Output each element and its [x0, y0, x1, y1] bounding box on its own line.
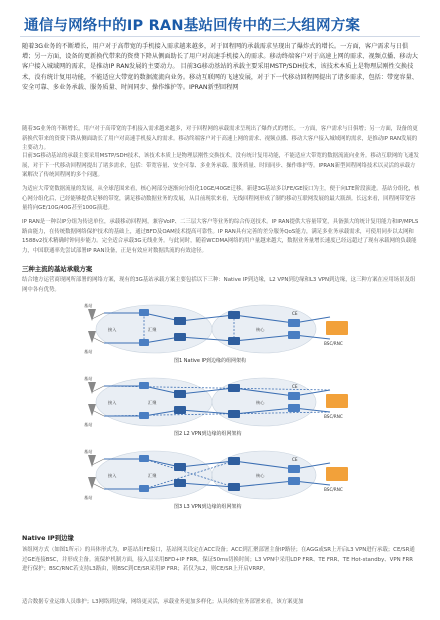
- figure-2-diagram: [84, 372, 356, 430]
- figure-3-label-station-1: 基站: [84, 449, 93, 454]
- paragraph-schemes: 结合地方运营商现网所部署的网络方案，现有的3G基站承载方案主要包括以下三种：Native IP到边缘，L2 VPN到边缘和L3 VPN到边缘，这三种方案在应用场景及组网中各有优势。: [22, 277, 416, 293]
- figure-2-label-station-2: 基站: [84, 422, 93, 427]
- figure-1-diagram: [84, 299, 356, 357]
- figure-2: [84, 372, 356, 438]
- paragraph-bandwidth: 为适应大带宽数据流量的发展，从全球范围来看，核心网部分逐渐向分组化10GE/40GE迁移。新建3G基站多以FE/GE接口为主，便于向LTE阶段演进。基站分组化，核心网分组化后，已经能够提供足够的带宽，满足移动数据业务的发展，从目前现状来看，无线回程网形成了制约移动互联网发展的最大瓶颈。长远来看，回程网带宽容量将向GE/10G/40G甚至100G演进。: [22, 186, 420, 212]
- paragraph-native-ip: 该组网方式（如图1所示）的具体形式为，IP基站出FE接口，基站网关设定在ACC设备；ACC到汇聚部署主备IP路径；在AGG或SR上开启L3 VPN进行承载；CE/SR通过GE连接BSC，并形成主备。流保护机制方面，接入层采用BFD+IP FRR，保证50ms切换时间；L3 VPN中采用LDP FRR、TE FRR、TE Hot-standby、VPN FRR 进行保护；BSC/RNC若支持L3路由，则BSC到CE/SR采用IP FRR；若仅为L2，则CE/SR上开启VRRP。: [22, 547, 415, 573]
- paragraph-ipran: IP RAN是一种以IP分组为传送单位，承载移动回程网，兼容VoIP、二三层大客户等业务的综合传送技术。IP RAN提供大容量带宽，具备强大的统计复用能力和IP/MPLS路由能力，在传统数据网络保护技术的基础上，通过BFD及OAM技术提高可靠性。IP RAN具有完善的差分服务QoS能力，满足多业务承载需求，可使用同步以太网和1588v2技术精确时钟同步能力。完全适合承载3G无线业务。与此同时，随着WCDMA网络的用户量越来越大，数据业务量增长速度已经远超过了现有承载网的负载能力，中国联通率先尝试部署IP RAN设备，正是有效应对数据洪流的有效途径。: [22, 219, 419, 254]
- figure-2-label-aggregation: 汇聚: [148, 400, 157, 405]
- figure-3-label-station-2: 基站: [84, 495, 93, 500]
- figure-3-caption: 图3 L3 VPN到边缘的组网架构: [174, 504, 242, 510]
- paragraph-native-ip-benefits: 适合数据专业运维人员维护；L3网络到边缘，网络更灵活，承载业务更加多样化；从具体的业务部署来看，该方案更加: [22, 599, 304, 605]
- paragraph-intro: 随着3G业务的不断增长，用户对于高带宽的手机接入需求越来越多，对于回程网的承载需求呈现出了爆炸式的增长。一方面，客户需求与日俱增；另一方面，设备的更新换代带来的资费下降从侧面助长了用户对高速手机接入的需求。移动终端客户对于高速上网的需求、视频点播、移动大客户接入城域网的需求，是推动IP RAN发展的主要动力。 目前3G移动基站的承载主要采用MSTP/SDH技术，该技术本质上是物理层刚性交换技术，没有统计复用功能，不能适应大带宽的数据流流向业务。移动互联网的飞速发展，对于下一代移动回程网提出了诸多需求，包括：带宽容量、安全可靠、多业务承载、服务质量、时间同步、操作维护等。IPRAN新型回程网: [22, 43, 418, 91]
- figure-3-diagram: [84, 445, 356, 503]
- figure-1-label-ce: CE: [292, 311, 298, 316]
- figure-1-label-station-1: 基站: [84, 303, 93, 308]
- section-heading-schemes: 三种主流的基站承载方案: [22, 265, 93, 273]
- section-heading-native-ip: Native IP到边缘: [22, 534, 74, 542]
- figure-3-label-access: 接入: [108, 473, 117, 478]
- figure-2-label-core: 核心: [256, 400, 265, 405]
- figure-1-label-core: 核心: [256, 327, 265, 332]
- figure-1: [84, 299, 356, 365]
- figure-2-caption: 图2 L2 VPN到边缘的组网架构: [174, 431, 242, 437]
- figure-2-label-ce: CE: [292, 384, 298, 389]
- figure-1-label-aggregation: 汇聚: [148, 327, 157, 332]
- figure-3: [84, 445, 356, 511]
- figure-3-label-aggregation: 汇聚: [148, 473, 157, 478]
- paragraph-mstp: 目前3G移动基站的承载主要采用MSTP/SDH技术，该技术本质上是物理层刚性交换技术，没有统计复用功能，不能适应大带宽的数据流流向业务。移动互联网的飞速发展，对于下一代移动回程网提出了诸多需求，包括：带宽容量、安全可靠、多业务承载、服务质量、时间同步、操作维护等。IPRAN新型回程网络技术以灵活的承载方案解决了传统回程网的多个问题。: [22, 153, 419, 179]
- figure-1-label-access: 接入: [108, 327, 117, 332]
- page-title: 通信与网络中的IP RAN基站回传中的三大组网方案: [24, 18, 361, 34]
- figure-2-label-bsc: BSC/RNC: [324, 414, 343, 419]
- figure-1-label-station-2: 基站: [84, 349, 93, 354]
- figure-3-label-ce: CE: [292, 457, 298, 462]
- figure-3-label-bsc: BSC/RNC: [324, 487, 343, 492]
- figure-2-label-access: 接入: [108, 400, 117, 405]
- title-divider: [20, 36, 420, 37]
- figure-1-caption: 图1 Native IP到边缘的组网架构: [174, 358, 247, 364]
- figure-2-label-station-1: 基站: [84, 376, 93, 381]
- figure-3-label-core: 核心: [256, 473, 265, 478]
- paragraph-demand: 随着3G业务的不断增长，用户对于高带宽的手机接入需求越来越多，对于回程网的承载需求呈现出了爆炸式的增长。一方面，客户需求与日俱增；另一方面，设备的更新换代带来的资费下降从侧面助长了用户对高速手机接入的需求。移动终端客户对于高速上网的需求、视频点播、移动大客户接入城域网的需求，是推动IP RAN发展的主要动力。: [22, 126, 418, 152]
- figure-1-label-bsc: BSC/RNC: [324, 341, 343, 346]
